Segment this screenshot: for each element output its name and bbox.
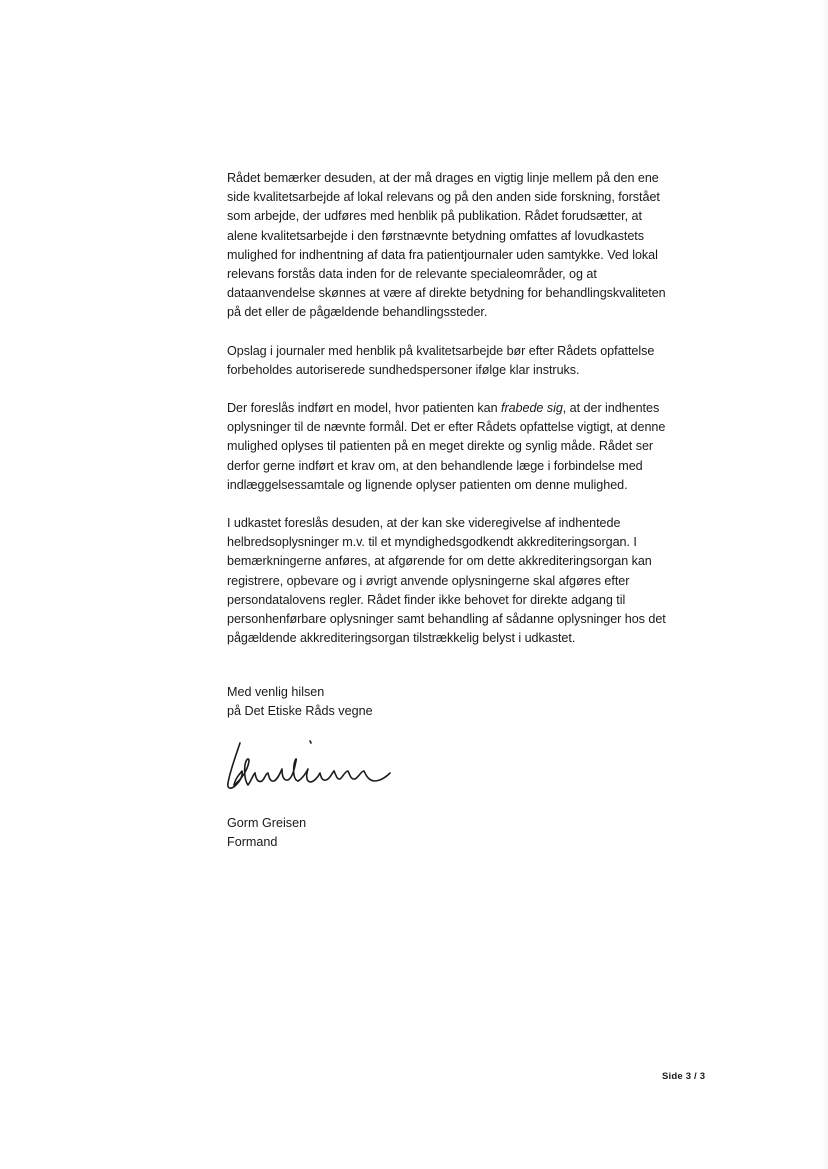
paragraph-journal-access — [227, 342, 707, 380]
text-line: I udkastet foreslås desuden, at der kan ske videregivelse af indhentede — [227, 516, 621, 531]
text-line: , at der indhentes — [562, 401, 660, 416]
signer-block — [227, 814, 306, 852]
paragraph-quality-vs-research — [227, 169, 707, 323]
signer-title: Formand — [227, 835, 278, 850]
text-line: personhenførbare oplysninger samt behandling af sådanne oplysninger hos det — [227, 612, 666, 627]
closing-greeting: Med venlig hilsen — [227, 685, 325, 699]
text-line: derfor gerne indført et krav om, at den behandlende læge i forbindelse med — [227, 458, 643, 473]
signer-name: Gorm Greisen — [227, 816, 307, 830]
emphasized-text: frabede sig — [501, 401, 563, 416]
text-line: indlæggelsessamtale og lignende oplyser patienten om denne mulighed. — [227, 477, 628, 492]
paragraph-accreditation — [227, 514, 707, 648]
text-line: Rådet bemærker desuden, at der må drages en vigtig linje mellem på den ene — [227, 171, 659, 185]
text-line: bemærkningerne anføres, at afgørende for om dette akkrediteringsorgan kan — [227, 554, 652, 569]
text-line: på det eller de pågældende behandlingssteder. — [227, 305, 488, 320]
text-line: oplysninger til de nævnte formål. Det er efter Rådets opfattelse vigtigt, at denne — [227, 420, 666, 435]
text-line: mulighed oplyses til patienten på en meget direkte og synlig måde. Rådet ser — [227, 439, 654, 454]
text-line: helbredsoplysninger m.v. til et myndighedsgodkendt akkrediteringsorgan. I — [227, 535, 637, 550]
text-line: som arbejde, der udføres med henblik på publikation. Rådet forudsætter, at — [227, 209, 642, 224]
closing-on-behalf: på Det Etiske Råds vegne — [227, 704, 373, 719]
text-line: persondatalovens regler. Rådet finder ikke behovet for direkte adgang til — [227, 592, 626, 607]
letter-body — [227, 169, 707, 667]
text-line: dataanvendelse skønnes at være af direkte betydning for behandlingskvaliteten — [227, 286, 666, 301]
paragraph-opt-out-model — [227, 399, 707, 495]
text-line: side kvalitetsarbejde af lokal relevans og på den anden side forskning, forstået — [227, 190, 660, 205]
text-line: registrere, opbevare og i øvrigt anvende oplysningerne skal afgøres efter — [227, 573, 630, 588]
text-line: alene kvalitetsarbejde i den førstnævnte betydning omfattes af lovudkastets — [227, 228, 644, 243]
text-line: forbeholdes autoriserede sundhedspersoner ifølge klar instruks. — [227, 362, 580, 377]
text-line: relevans forstås data inden for de relevante specialeområder, og at — [227, 267, 597, 282]
text-line: Der foreslås indført en model, hvor patienten kan — [227, 401, 502, 416]
text-line: pågældende akkrediteringsorgan tilstrækkelig belyst i udkastet. — [227, 631, 576, 646]
text-line: Opslag i journaler med henblik på kvalitetsarbejde bør efter Rådets opfattelse — [227, 343, 655, 358]
scan-edge-shadow — [822, 0, 828, 1169]
page-number: Side 3 / 3 — [662, 1071, 706, 1082]
text-line: mulighed for indhentning af data fra patientjournaler uden samtykke. Ved lokal — [227, 247, 658, 262]
handwritten-signature — [222, 735, 402, 805]
closing-block — [227, 683, 373, 721]
